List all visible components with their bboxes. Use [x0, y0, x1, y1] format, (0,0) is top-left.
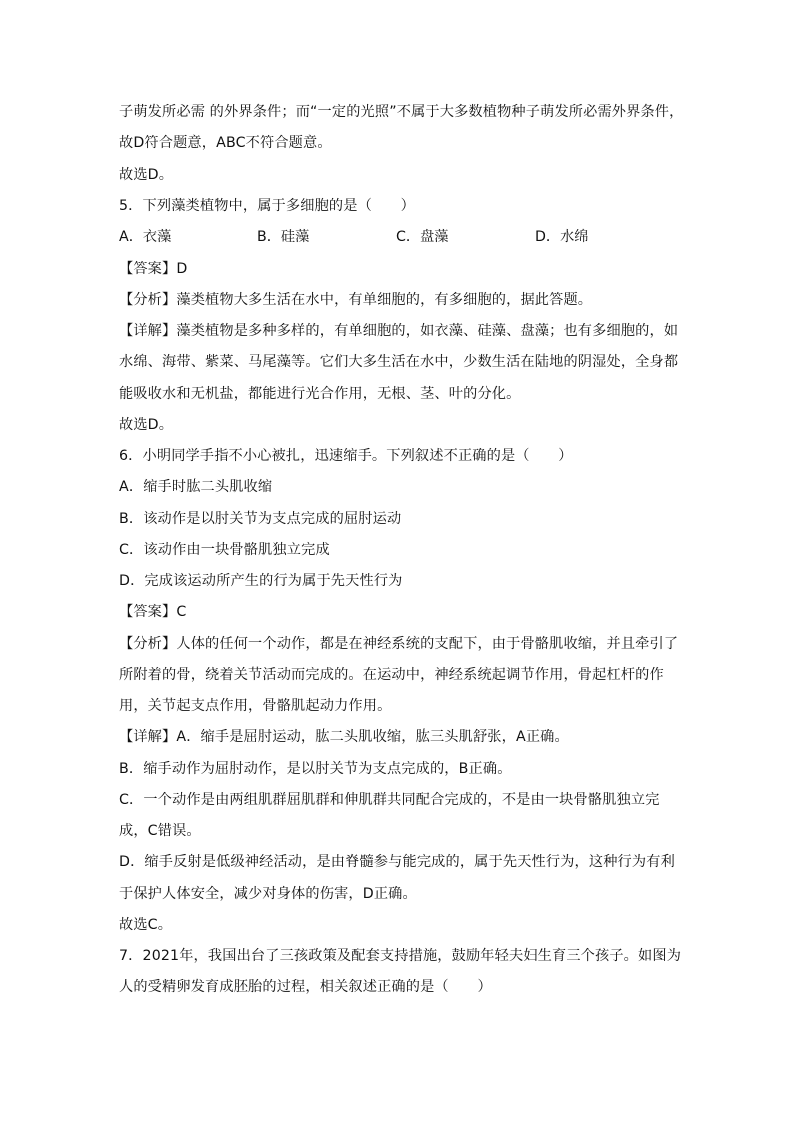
text-line: 故选D。	[119, 167, 174, 183]
text-line: 于保护人体安全，减少对身体的伤害，D正确。	[119, 886, 417, 902]
q6-option-c: C．该动作由一块骨骼肌独立完成	[119, 542, 330, 558]
question-7-stem: 7．2021年，我国出台了三孩政策及配套支持措施，鼓励年轻夫妇生育三个孩子。如图为	[119, 948, 682, 964]
text-line: C．一个动作是由两组肌群屈肌群和伸肌群共同配合完成的，不是由一块骨骼肌独立完	[119, 792, 660, 808]
text-line: B．缩手动作为屈肘动作，是以肘关节为支点完成的，B正确。	[119, 761, 512, 777]
q6-option-a: A．缩手时肱二头肌收缩	[119, 479, 273, 495]
text-line: 能吸收水和无机盐，都能进行光合作用，无根、茎、叶的分化。	[119, 386, 521, 402]
text-line: 人的受精卵发育成胚胎的过程，相关叙述正确的是（ ）	[119, 979, 492, 995]
text-line: 用，关节起支点作用，骨骼肌起动力作用。	[119, 698, 392, 714]
analysis-line: 【分析】藻类植物大多生活在水中，有单细胞的，有多细胞的，据此答题。	[119, 292, 593, 308]
question-6-stem: 6．小明同学手指不小心被扎，迅速缩手。下列叙述不正确的是（ ）	[119, 448, 573, 464]
text-line: 所附着的骨，绕着关节活动而完成的。在运动中，神经系统起调节作用，骨起杠杆的作	[119, 667, 664, 683]
analysis-line: 【分析】人体的任何一个动作，都是在神经系统的支配下，由于骨骼肌收缩，并且牵引了	[119, 636, 679, 652]
text-line: 故选C。	[119, 917, 173, 933]
question-5-stem: 5．下列藻类植物中，属于多细胞的是（ ）	[119, 198, 415, 214]
answer-line: 【答案】C	[119, 604, 187, 620]
explanation-line: 【详解】藻类植物是多种多样的，有单细胞的，如衣藻、硅藻、盘藻；也有多细胞的，如	[119, 323, 679, 339]
text-line: 故选D。	[119, 417, 174, 433]
q5-option-b: B．硅藻	[257, 229, 310, 245]
q6-option-d: D．完成该运动所产生的行为属于先天性行为	[119, 573, 403, 589]
text-line: D．缩手反射是低级神经活动，是由脊髓参与能完成的，属于先天性行为，这种行为有利	[119, 854, 675, 870]
text-line: 水绵、海带、紫菜、马尾藻等。它们大多生活在水中，少数生活在陆地的阴湿处，全身都	[119, 354, 679, 370]
q5-option-d: D．水绵	[535, 229, 589, 245]
q5-option-c: C．盘藻	[396, 229, 449, 245]
text-line: 成，C错误。	[119, 823, 201, 839]
answer-line: 【答案】D	[119, 261, 188, 277]
q6-option-b: B．该动作是以肘关节为支点完成的屈肘运动	[119, 511, 402, 527]
explanation-line: 【详解】A．缩手是屈肘运动，肱二头肌收缩，肱三头肌舒张，A正确。	[119, 729, 569, 745]
text-line: 子萌发所必需 的外界条件；而“一定的光照”不属于大多数植物种子萌发所必需外界条件，	[119, 104, 684, 120]
text-line: 故D符合题意，ABC不符合题意。	[119, 135, 332, 151]
q5-option-a: A．衣藻	[119, 229, 172, 245]
